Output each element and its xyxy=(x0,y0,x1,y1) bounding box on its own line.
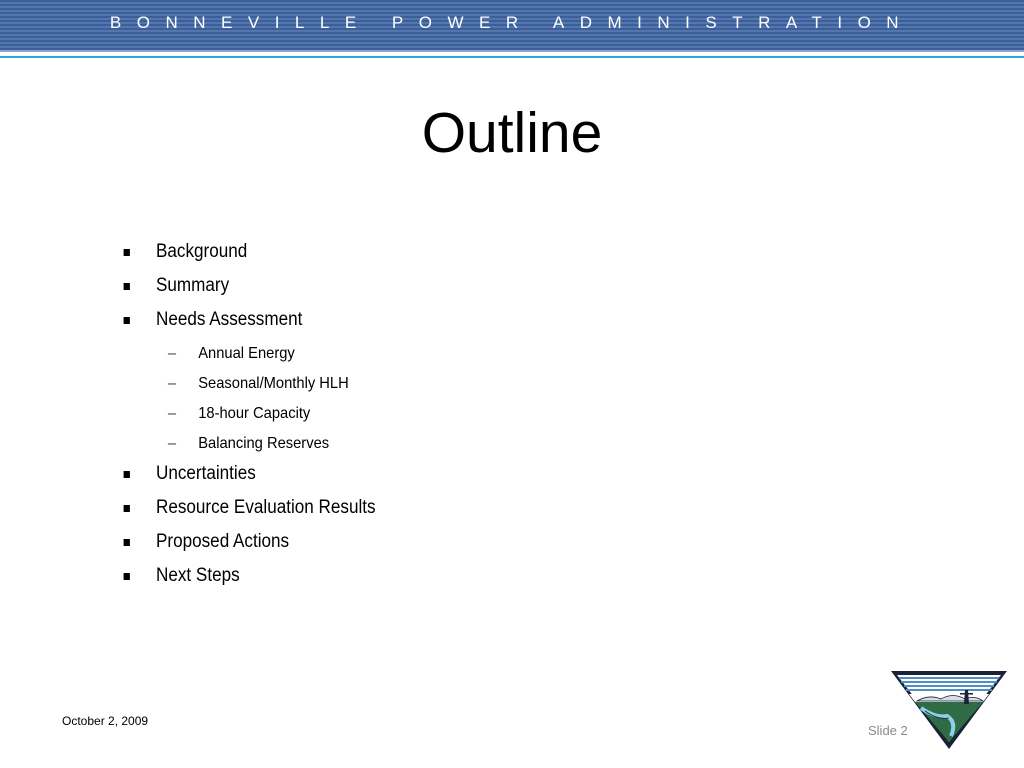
banner-title: BONNEVILLE POWER ADMINISTRATION xyxy=(109,13,915,32)
footer-date: October 2, 2009 xyxy=(62,714,149,728)
square-bullet-icon xyxy=(124,539,130,546)
outline-item-label: Needs Assessment xyxy=(156,309,303,330)
outline-item-label: Summary xyxy=(156,275,230,296)
dash-bullet-icon: – xyxy=(167,345,177,362)
outline-item-label: Uncertainties xyxy=(156,463,256,484)
outline-item-label: Proposed Actions xyxy=(156,531,290,552)
banner-divider xyxy=(0,50,1024,52)
dash-bullet-icon: – xyxy=(167,375,177,392)
outline-item-label: Resource Evaluation Results xyxy=(156,497,376,518)
outline-item-label: Background xyxy=(156,241,248,262)
square-bullet-icon xyxy=(124,249,130,256)
dash-bullet-icon: – xyxy=(167,435,177,452)
slide-title: Outline xyxy=(421,101,603,165)
banner-accent-rule xyxy=(0,56,1024,58)
square-bullet-icon xyxy=(124,283,130,290)
square-bullet-icon xyxy=(124,317,130,324)
square-bullet-icon xyxy=(124,505,130,512)
header-banner xyxy=(0,0,1024,50)
outline-subitem-label: Annual Energy xyxy=(198,345,295,362)
bpa-logo-icon xyxy=(889,668,1009,752)
outline-subitem-label: 18-hour Capacity xyxy=(198,405,311,422)
outline-item-label: Next Steps xyxy=(156,565,240,586)
outline-subitem-label: Seasonal/Monthly HLH xyxy=(198,375,349,392)
square-bullet-icon xyxy=(124,573,130,580)
slide-number: Slide 2 xyxy=(868,723,908,738)
dash-bullet-icon: – xyxy=(167,405,177,422)
outline-subitem-label: Balancing Reserves xyxy=(198,435,330,452)
square-bullet-icon xyxy=(124,471,130,478)
